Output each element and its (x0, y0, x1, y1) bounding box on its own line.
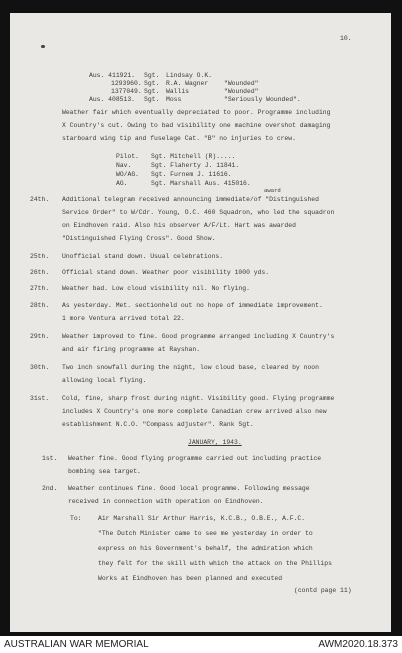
casualty-rank: Sgt. (144, 88, 160, 95)
casualty-name: Wallis (166, 88, 190, 95)
document-page (10, 13, 391, 632)
footer-institution: AUSTRALIAN WAR MEMORIAL (4, 639, 149, 650)
body-line: Unofficial stand down. Usual celebrations. (62, 253, 224, 260)
body-line: on Eindhoven raid. Also his observer A/F/Lt. Hart was awarded (62, 222, 296, 229)
casualty-rank: Sgt. (144, 72, 160, 79)
body-line: starboard wing tip and fuselage Cat. "B" no injuries to crew. (62, 135, 296, 142)
casualty-status: "Wounded" (224, 88, 259, 95)
crew-role: WO/AG. (116, 171, 140, 178)
crew-role: AG. (116, 180, 128, 187)
body-line: Cold, fine, sharp frost during night. Visibility good. Flying programme (62, 395, 335, 402)
entry-date: 1st. (42, 455, 58, 462)
to-label: To: (70, 515, 82, 522)
casualty-name: R.A. Wagner (166, 80, 209, 87)
crew-name: Sgt. Furnem J. 11616. (151, 171, 232, 178)
crew-name: Sgt. Marshall Aus. 415016. (151, 180, 251, 187)
body-line: Weather improved to fine. Good programme arranged including X Country's (62, 333, 335, 340)
continued-note: (contd page 11) (294, 587, 352, 594)
letter-line: express on his Government's behalf, the admiration which (98, 545, 313, 552)
letter-line: Air Marshall Sir Arthur Harris, K.C.B., O.B.E., A.F.C. (98, 515, 306, 522)
body-line: 1 more Ventura arrived total 22. (62, 315, 185, 322)
body-line: includes X Country's one more complete Canadian crew arrived also new (62, 408, 327, 415)
body-line: Additional telegram received announcing immediate/of "Distinguished (62, 196, 319, 203)
body-line: Service Order" to W/Cdr. Young, O.C. 460 Squadron, who led the squadron (62, 209, 335, 216)
punch-hole-mark (41, 45, 45, 48)
award-insert: award (264, 187, 281, 194)
page-number: 10. (340, 35, 352, 42)
month-heading: JANUARY, 1943. (188, 439, 242, 446)
entry-date: 27th. (30, 285, 50, 292)
entry-date: 31st. (30, 395, 50, 402)
entry-date: 26th. (30, 269, 50, 276)
casualty-status: "Seriously Wounded". (224, 96, 301, 103)
body-line: X Country's cut. Owing to bad visibility one machine overshot damaging (62, 122, 331, 129)
body-line: Weather fine. Good flying programme carried out including practice (68, 455, 322, 462)
entry-date: 24th. (30, 196, 50, 203)
body-line: Official stand down. Weather poor visibility 1000 yds. (62, 269, 270, 276)
body-line: allowing local flying. (62, 377, 147, 384)
crew-role: Nav. (116, 162, 132, 169)
body-line: "Distinguished Flying Cross". Good Show. (62, 235, 216, 242)
casualty-prefix: Aus. 408513. (89, 96, 136, 103)
body-line: and air firing programme at Rayshan. (62, 346, 201, 353)
casualty-rank: Sgt. (144, 96, 160, 103)
casualty-name: Moss (166, 96, 182, 103)
footer-accession-id: AWM2020.18.373 (318, 639, 398, 650)
body-line: received in connection with operation on Eindhoven. (68, 498, 264, 505)
casualty-rank: Sgt. (144, 80, 160, 87)
footer-bar (0, 636, 402, 653)
body-line: As yesterday. Met. sectionheld out no hope of immediate improvement. (62, 302, 323, 309)
crew-name: Sgt. Mitchell (R)..... (151, 153, 236, 160)
entry-date: 2nd. (42, 485, 58, 492)
body-line: Weather fair which eventually depreciated to poor. Programme including (62, 109, 331, 116)
casualty-status: "Wounded" (224, 80, 259, 87)
letter-line: they felt for the skill with which the attack on the Phillips (98, 560, 332, 567)
letter-line: "The Dutch Minister came to see me yesterday in order to (98, 530, 313, 537)
entry-date: 30th. (30, 364, 50, 371)
casualty-prefix: Aus. 411921. (89, 72, 136, 79)
entry-date: 28th. (30, 302, 50, 309)
body-line: Weather bad. Low cloud visibility nil. No flying. (62, 285, 250, 292)
body-line: Weather continues fine. Good local programme. Following message (68, 485, 310, 492)
crew-role: Pilot. (116, 153, 140, 160)
casualty-prefix: 1377049. (111, 88, 142, 95)
casualty-name: Lindsay O.K. (166, 72, 213, 79)
crew-name: Sgt. Flaherty J. 11841. (151, 162, 240, 169)
entry-date: 29th. (30, 333, 50, 340)
body-line: Two inch snowfall during the night, low cloud base, cleared by noon (62, 364, 319, 371)
casualty-prefix: 1293960. (111, 80, 142, 87)
letter-line: Works at Eindhoven has been planned and executed (98, 575, 283, 582)
body-line: bombing sea target. (68, 468, 141, 475)
body-line: establishment N.C.O. "Compass adjuster". Rank Sgt. (62, 421, 254, 428)
entry-date: 25th. (30, 253, 50, 260)
